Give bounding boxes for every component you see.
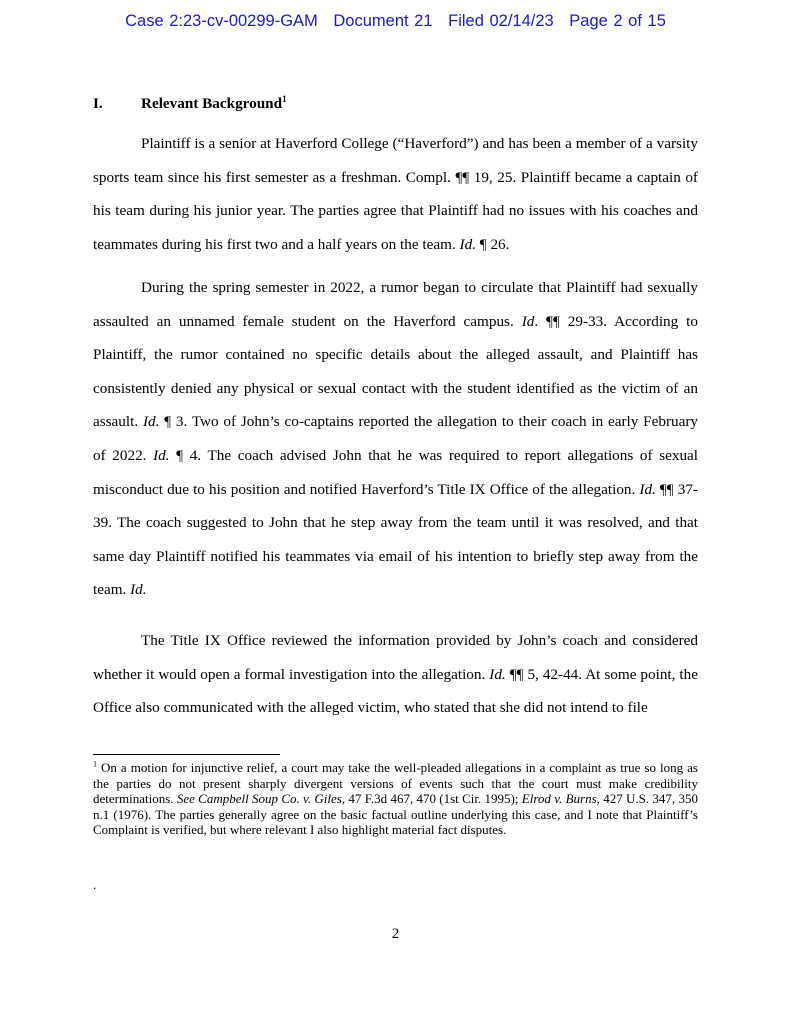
filed-date: Filed 02/14/23 bbox=[448, 12, 554, 30]
paragraph-background-intro: Plaintiff is a senior at Haverford College (“Haverford”) and has been a member of a varsity sports team since his first semester as a freshman. Compl. ¶¶ 19, 25. Plaintiff became a captain of his team during his junior year. The parties agree that Plaintiff had no issues with his coaches and teammates during his first two and a half years on the team. Id. ¶ 26. bbox=[93, 135, 698, 253]
footnote-marker: 1 bbox=[93, 759, 97, 769]
footnote-1: $^1$ On a motion for injunctive relief, a court may take the well-pleaded allegations in a complaint as true so long as the parties do not present sharply divergent versions of events such that the court must make credibility determinations. See Campbell Soup Co. v. Giles, 47 F.3d 467, 470 (1st Cir. 1995); Elrod v. Burns, 427 U.S. 347, 350 n.1 (1976). The parties generally agree on the basic factual outline underlying this case, and I note that Plaintiff’s Complaint is verified, but where relevant I also highlight material fact disputes. bbox=[93, 759, 698, 838]
case-number: Case 2:23-cv-00299-GAM bbox=[125, 12, 318, 30]
section-heading bbox=[93, 95, 287, 113]
ecf-filing-header bbox=[0, 12, 791, 31]
page-number: 2 bbox=[391, 925, 400, 942]
section-number: I. bbox=[93, 95, 103, 112]
footnote-reference: 1 bbox=[282, 93, 287, 104]
page-indicator: Page 2 of 15 bbox=[569, 12, 666, 30]
footnote-separator bbox=[93, 754, 280, 755]
paragraph-rumor: During the spring semester in 2022, a rumor began to circulate that Plaintiff had sexually assaulted an unnamed female student on the Haverford campus. Id. ¶¶ 29-33. According to Plaintiff, the rumor contained no specific details about the alleged assault, and Plaintiff has consistently denied any physical or sexual contact with the student identified as the victim of an assault. Id. ¶ 3. Two of John’s co-captains reported the allegation to their coach in early February of 2022. Id. ¶ 4. The coach advised John that he was required to report allegations of sexual misconduct due to his position and notified Haverford’s Title IX Office of the allegation. Id. ¶¶ 37-39. The coach suggested to John that he step away from the team until it was resolved, and that same day Plaintiff notified his teammates via email of his intention to briefly step away from the team. Id. bbox=[93, 279, 699, 599]
paragraph-title-ix-office: The Title IX Office reviewed the information provided by John’s coach and considered whether it would open a formal investigation into the allegation. Id. ¶¶ 5, 42-44. At some point, the Office also communicated with the alleged victim, who stated that she did not intend to file bbox=[93, 632, 698, 717]
document-number: Document 21 bbox=[333, 12, 433, 30]
stray-period: . bbox=[93, 877, 97, 892]
section-title: Relevant Background bbox=[141, 95, 283, 112]
